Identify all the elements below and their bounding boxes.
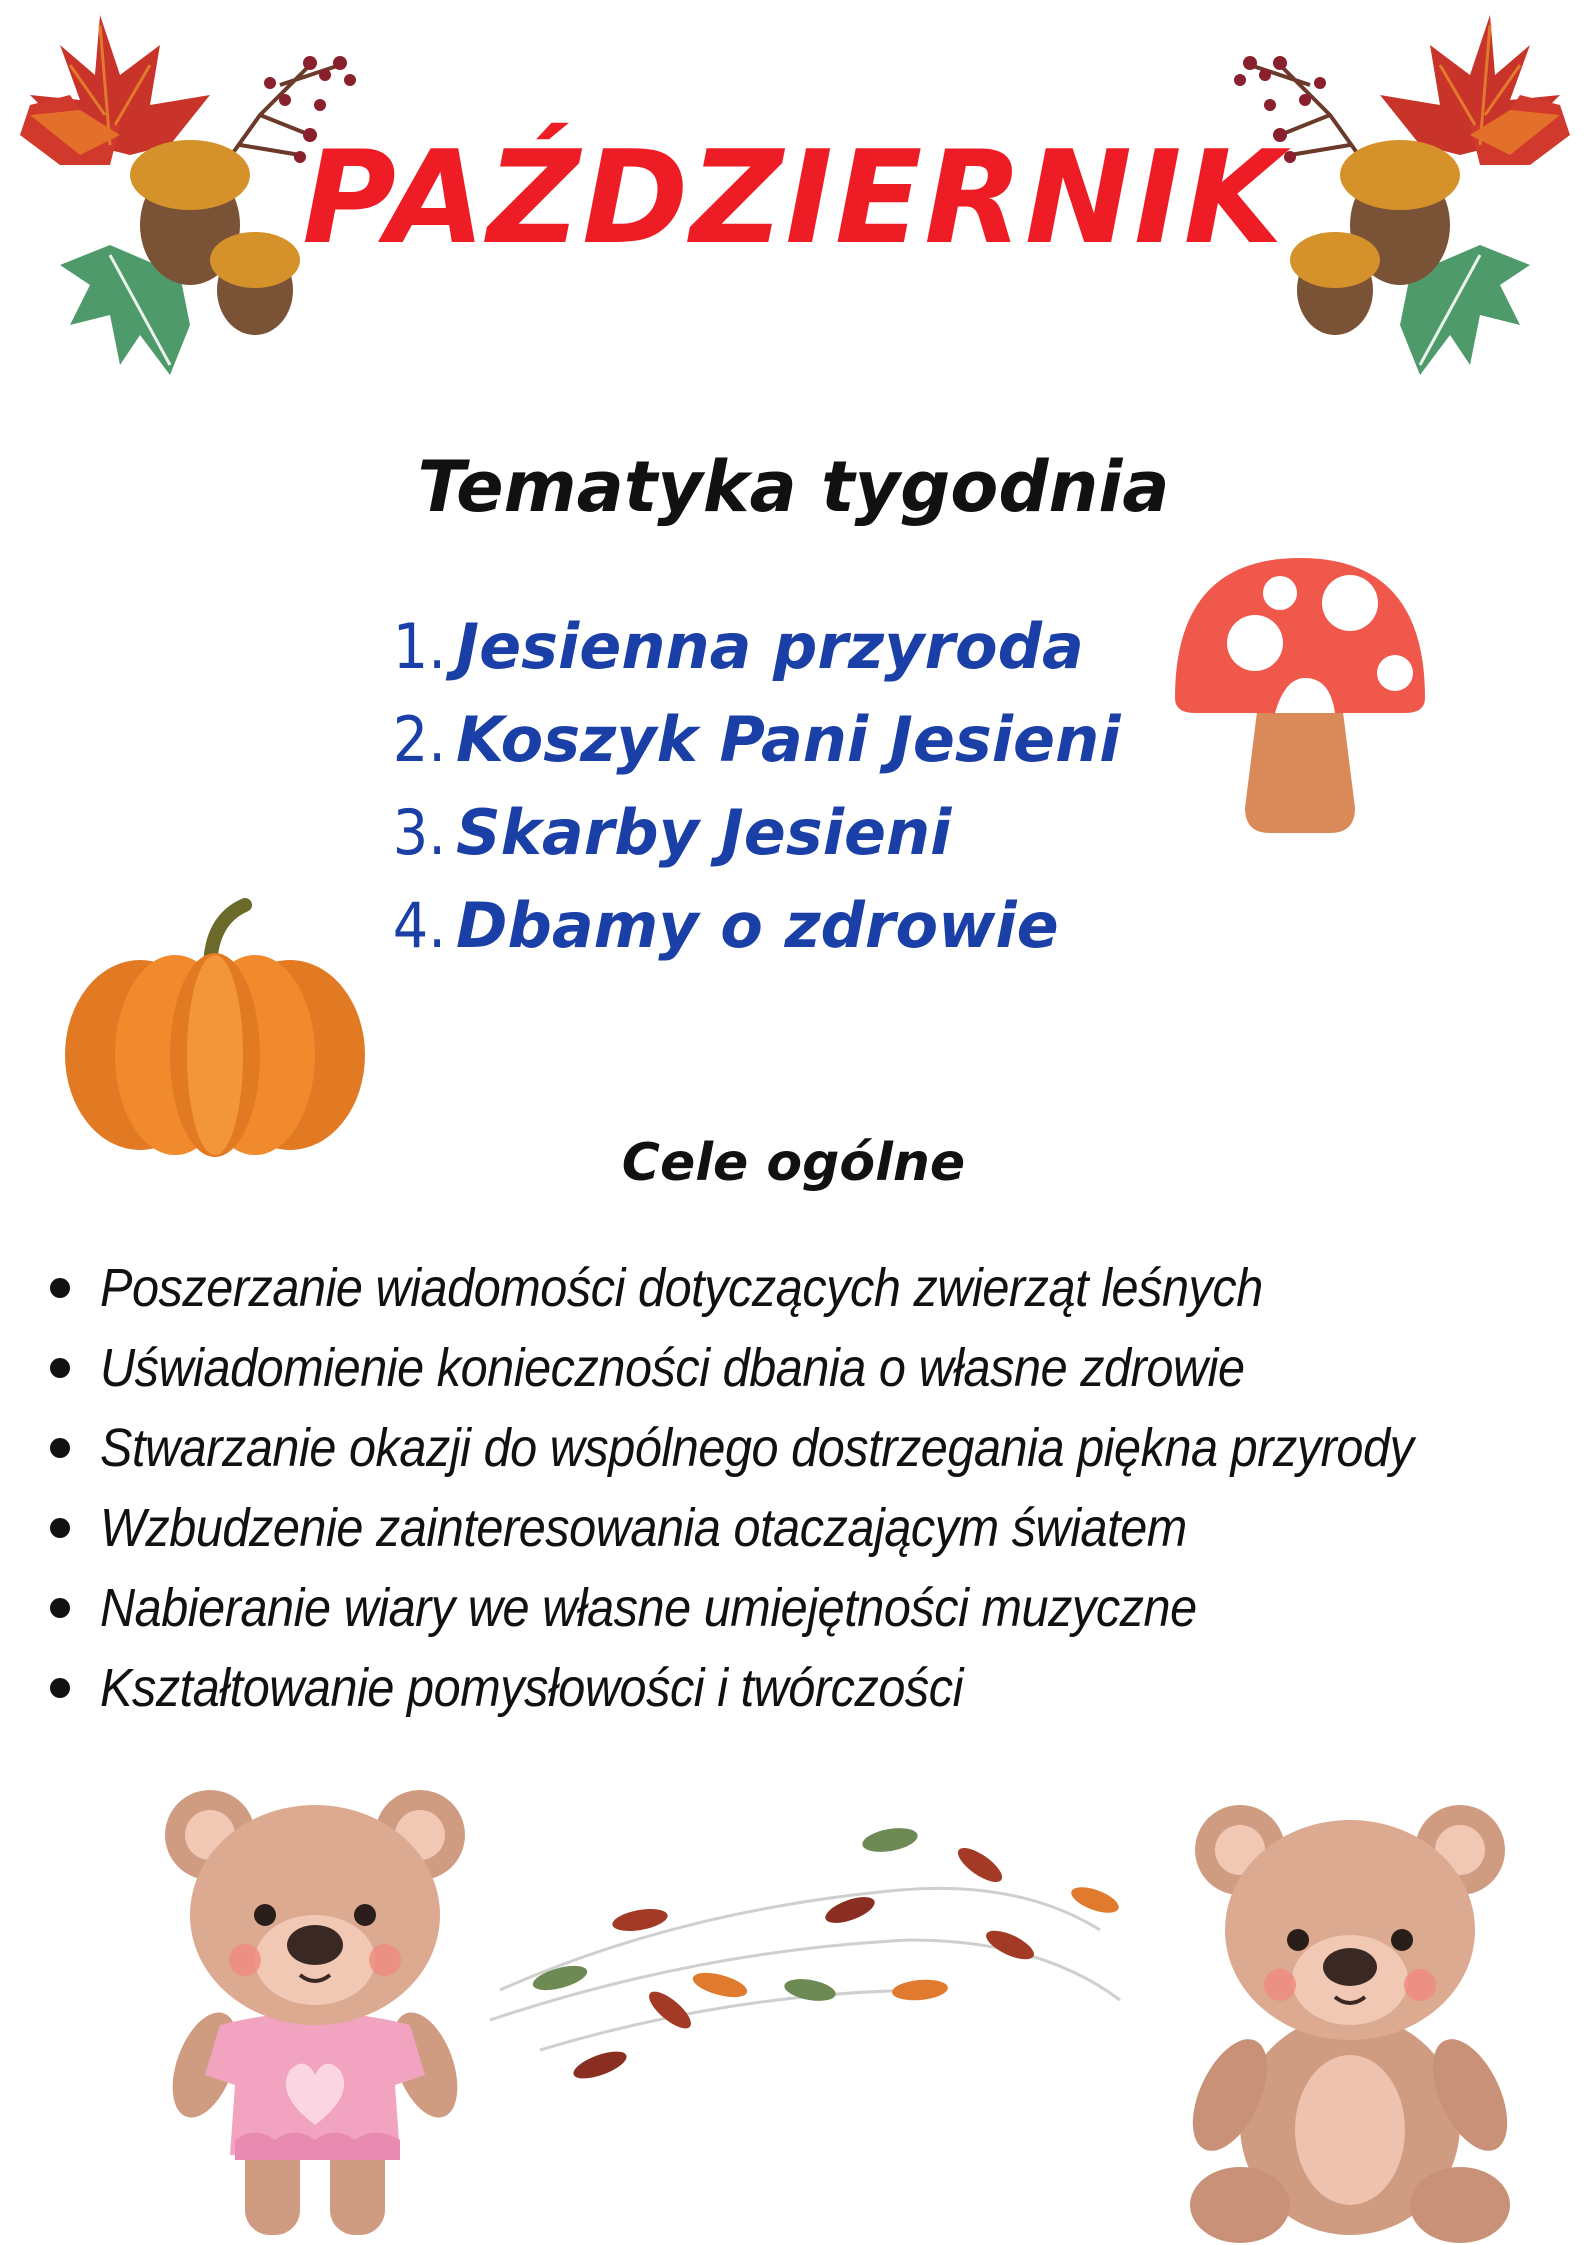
topic-number: 3. [392, 796, 446, 869]
pumpkin-icon [60, 880, 370, 1160]
topics-heading: Tematyka tygodnia [417, 446, 1170, 528]
bullet-icon [50, 1358, 70, 1378]
topic-label: Skarby Jesieni [456, 796, 952, 869]
list-item [50, 1568, 1559, 1648]
goal-text: Stwarzanie okazji do wspólnego dostrzegania piękna przyrody [100, 1418, 1414, 1478]
topic-number: 2. [392, 703, 446, 776]
mushroom-icon [1165, 538, 1435, 838]
bullet-icon [50, 1678, 70, 1698]
topic-label: Dbamy o zdrowie [456, 889, 1059, 962]
bullet-icon [50, 1518, 70, 1538]
list-item [50, 1248, 1559, 1328]
list-item [50, 1648, 1559, 1728]
goal-text: Kształtowanie pomysłowości i twórczości [100, 1658, 963, 1718]
goal-text: Nabieranie wiary we własne umiejętności muzyczne [100, 1578, 1197, 1638]
topic-label: Jesienna przyroda [456, 610, 1084, 683]
page-title: PAŹDZIERNIK [302, 124, 1285, 273]
topic-number: 4. [392, 889, 446, 962]
goal-text: Poszerzanie wiadomości dotyczących zwierząt leśnych [100, 1258, 1263, 1318]
list-item [376, 693, 1120, 786]
goals-heading: Cele ogólne [621, 1133, 966, 1193]
list-item [376, 600, 1120, 693]
list-item [50, 1408, 1559, 1488]
goal-text: Wzbudzenie zainteresowania otaczającym światem [100, 1498, 1187, 1558]
bullet-icon [50, 1598, 70, 1618]
topic-number: 1. [392, 610, 446, 683]
teddy-bear-icon [1180, 1795, 1520, 2245]
bullet-icon [50, 1278, 70, 1298]
list-item [50, 1488, 1559, 1568]
bullet-icon [50, 1438, 70, 1458]
goals-list [50, 1248, 1559, 1728]
topic-label: Koszyk Pani Jesieni [456, 703, 1121, 776]
falling-leaves-icon [480, 1820, 1140, 2100]
list-item [376, 786, 1120, 879]
list-item [50, 1328, 1559, 1408]
goal-text: Uświadomienie konieczności dbania o własne zdrowie [100, 1338, 1245, 1398]
teddy-bear-icon [150, 1775, 480, 2245]
list-item [376, 879, 1120, 972]
topics-list [376, 600, 1120, 972]
